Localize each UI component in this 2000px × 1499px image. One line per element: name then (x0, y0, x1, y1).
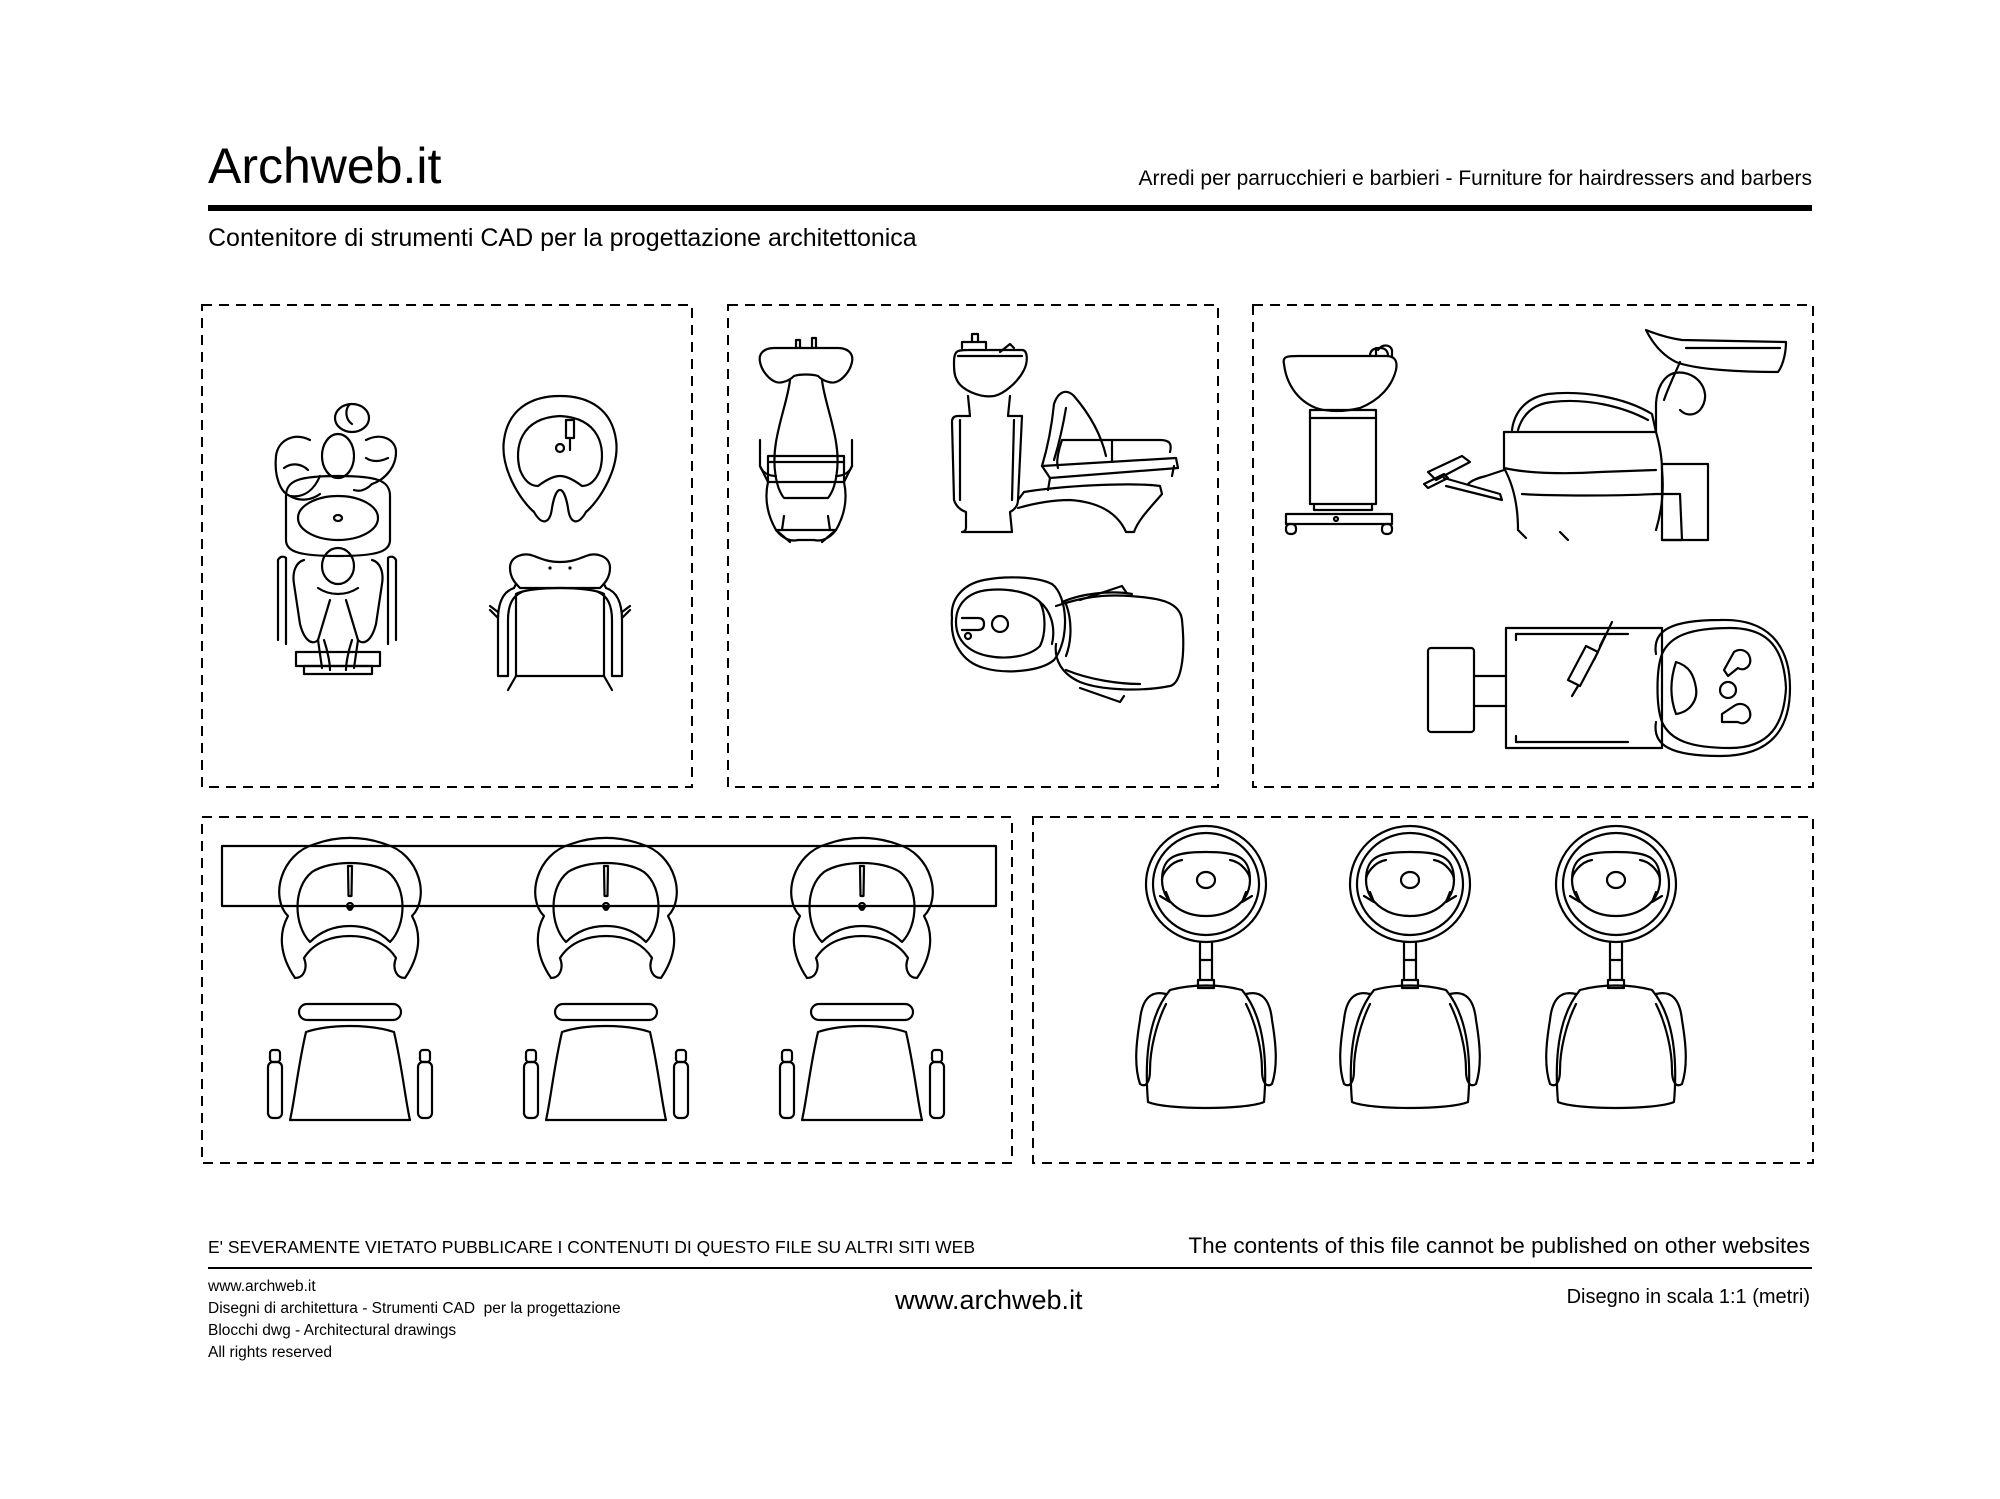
panel-frame-5 (1033, 817, 1813, 1163)
washbasin-plan (503, 396, 616, 521)
credits-line: www.archweb.it (208, 1278, 316, 1295)
copyright-warning-en: The contents of this file cannot be published on other websites (1188, 1233, 1810, 1258)
footer-rule (208, 1267, 1812, 1269)
reclining-chair-elevation (1424, 330, 1786, 540)
panel-frame-1 (202, 305, 692, 787)
credits-line: All rights reserved (208, 1344, 333, 1361)
column-basin-elevation (1284, 346, 1397, 535)
credits-block (208, 1276, 621, 1364)
backwash-row-plan (1136, 826, 1686, 1108)
backwash-front-elevation (760, 338, 853, 542)
credits-line: Blocchi dwg - Architectural drawings (208, 1322, 457, 1339)
copyright-warning-it: E' SEVERAMENTE VIETATO PUBBLICARE I CONTENUTI DI QUESTO FILE SU ALTRI SITI WEB (208, 1237, 976, 1257)
wall-basin-row-plan (222, 838, 996, 978)
brand-logo: Archweb.it (208, 138, 442, 194)
sheet-subtitle: Arredi per parrucchieri e barbieri - Furniture for hairdressers and barbers (1138, 167, 1812, 190)
site-url: www.archweb.it (895, 1285, 1083, 1315)
chair-row-plan (268, 1004, 944, 1120)
panel-frame-2 (728, 305, 1218, 787)
scale-note: Disegno in scala 1:1 (metri) (1566, 1286, 1810, 1308)
backwash-unit-plan-with-figures (276, 404, 396, 674)
chair-plan (490, 555, 630, 691)
tagline: Contenitore di strumenti CAD per la progettazione architettonica (208, 224, 917, 252)
panel-frame-3 (1253, 305, 1813, 787)
backwash-side-elevation (952, 334, 1178, 532)
backwash-plan (952, 577, 1183, 702)
credits-line: Disegni di architettura - Strumenti CAD per la progettazione (208, 1300, 621, 1317)
reclining-unit-plan (1428, 620, 1790, 756)
